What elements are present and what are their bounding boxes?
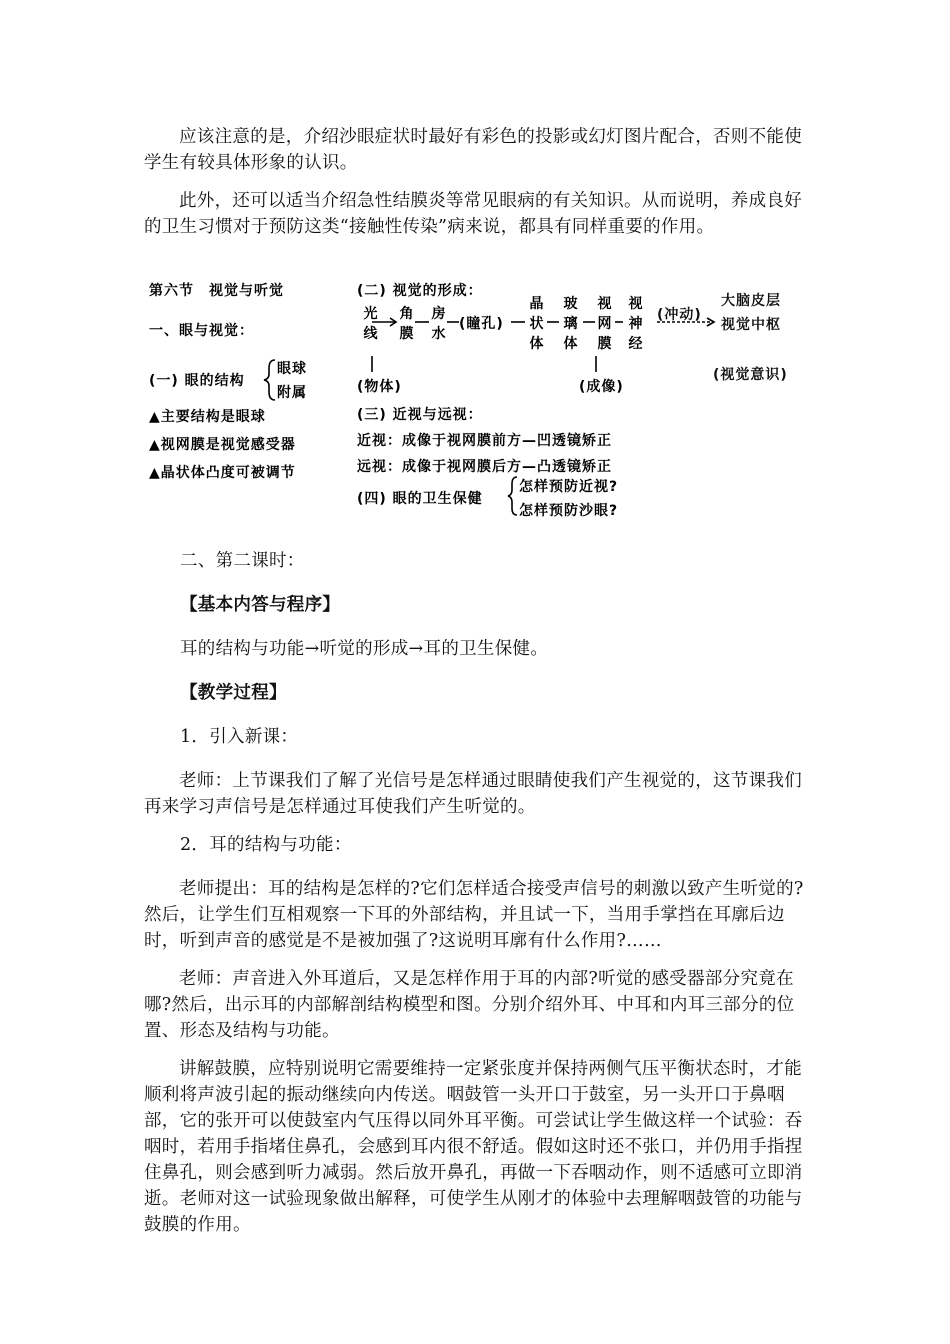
eye-vision-diagram <box>147 270 657 520</box>
diagram-imaging: (成像) <box>579 379 624 395</box>
diagram-light: 光线 <box>363 306 379 342</box>
step-introduce-lesson: 1．引入新课： <box>180 727 299 747</box>
diagram-visual-center: 视觉中枢 <box>721 317 781 333</box>
diagram-note-retina: ▲视网膜是视觉感受器 <box>149 437 296 453</box>
diagram-hygiene: (四) 眼的卫生保健 <box>357 491 483 507</box>
diagram-hyperopia: 远视：成像于视网膜后方—凸透镜矫正 <box>357 459 612 475</box>
diagram-myopia-title: (三) 近视与远视： <box>357 407 483 423</box>
diagram-question-trachoma: 怎样预防沙眼? <box>519 503 619 519</box>
step-ear-structure: 2．耳的结构与功能： <box>180 835 352 855</box>
paragraph-ear-question: 老师提出：耳的结构是怎样的?它们怎样适合接受声信号的刺激以致产生听觉的?然后，让学生们互相观察一下耳的外部结构，并且试一下，当用手掌挡在耳廓后边时，听到声音的感觉是不是被加强了?这说明耳廓有什么作用?…… <box>144 879 804 951</box>
diagram-note-lens: ▲晶状体凸度可被调节 <box>149 465 296 481</box>
section-second-lesson: 二、第二课时： <box>180 551 305 571</box>
diagram-eyeball: 眼球 <box>277 361 307 377</box>
diagram-accessory: 附属 <box>277 385 307 401</box>
paragraph-inner-ear: 老师：声音进入外耳道后，又是怎样作用于耳的内部?听觉的感受器部分究竟在哪?然后，出示耳的内部解剖结构模型和图。分别介绍外耳、中耳和内耳三部分的位置、形态及结构与功能。 <box>144 969 795 1041</box>
diagram-pupil: (瞳孔) <box>459 316 504 332</box>
diagram-retina: 视网膜 <box>597 296 613 352</box>
diagram-note-main-structure: ▲主要结构是眼球 <box>149 409 266 425</box>
diagram-part1: 一、眼与视觉： <box>149 323 254 339</box>
paragraph-teacher-intro: 老师：上节课我们了解了光信号是怎样通过眼睛使我们产生视觉的，这节课我们再来学习声信号是怎样通过耳使我们产生听觉的。 <box>144 771 802 817</box>
diagram-question-myopia: 怎样预防近视? <box>519 479 619 495</box>
diagram-cornea: 角膜 <box>399 306 415 342</box>
paragraph-conjunctivitis: 此外，还可以适当介绍急性结膜炎等常见眼病的有关知识。从而说明，养成良好的卫生习惯对于预防这类“接触性传染”病来说，都具有同样重要的作用。 <box>144 191 802 237</box>
diagram-object: (物体) <box>357 379 402 395</box>
diagram-right-column <box>657 280 807 400</box>
diagram-formation-title: (二) 视觉的形成： <box>357 283 483 299</box>
diagram-lens: 晶状体 <box>529 296 545 352</box>
diagram-optic-nerve: 视神经 <box>628 296 644 352</box>
diagram-eye-structure: (一) 眼的结构 <box>149 373 245 389</box>
paragraph-eardrum: 讲解鼓膜，应特别说明它需要维持一定紧张度并保持两侧气压平衡状态时，才能顺利将声波引起的振动继续向内传送。咽鼓管一头开口于鼓室，另一头开口于鼻咽部，它的张开可以使鼓室内气压得以同外耳平衡。可尝试让学生做这样一个试验：吞咽时，若用手指堵住鼻孔，会感到耳内很不舒适。假如这时还不张口，并仍用手指捏住鼻孔，则会感到听力减弱。然后放开鼻孔，再做一下吞咽动作，则不适感可立即消逝。老师对这一试验现象做出解释，可使学生从刚才的体验中去理解咽鼓管的功能与鼓膜的作用。 <box>144 1059 803 1235</box>
diagram-aqueous: 房水 <box>431 306 447 342</box>
diagram-consciousness: (视觉意识) <box>713 367 788 383</box>
basic-content-sequence: 耳的结构与功能→听觉的形成→耳的卫生保健。 <box>180 639 549 659</box>
diagram-cortex: 大脑皮层 <box>721 293 781 309</box>
heading-teaching-process: 【教学过程】 <box>180 683 287 703</box>
diagram-myopia: 近视：成像于视网膜前方—凹透镜矫正 <box>357 433 612 449</box>
heading-basic-content: 【基本内答与程序】 <box>180 595 341 615</box>
paragraph-trachoma-note: 应该注意的是，介绍沙眼症状时最好有彩色的投影或幻灯图片配合，否则不能使学生有较具体形象的认识。 <box>144 127 802 173</box>
diagram-impulse: (冲动) <box>657 307 702 323</box>
diagram-vitreous: 玻璃体 <box>563 296 579 352</box>
diagram-section-title: 第六节 视觉与听觉 <box>149 283 284 299</box>
